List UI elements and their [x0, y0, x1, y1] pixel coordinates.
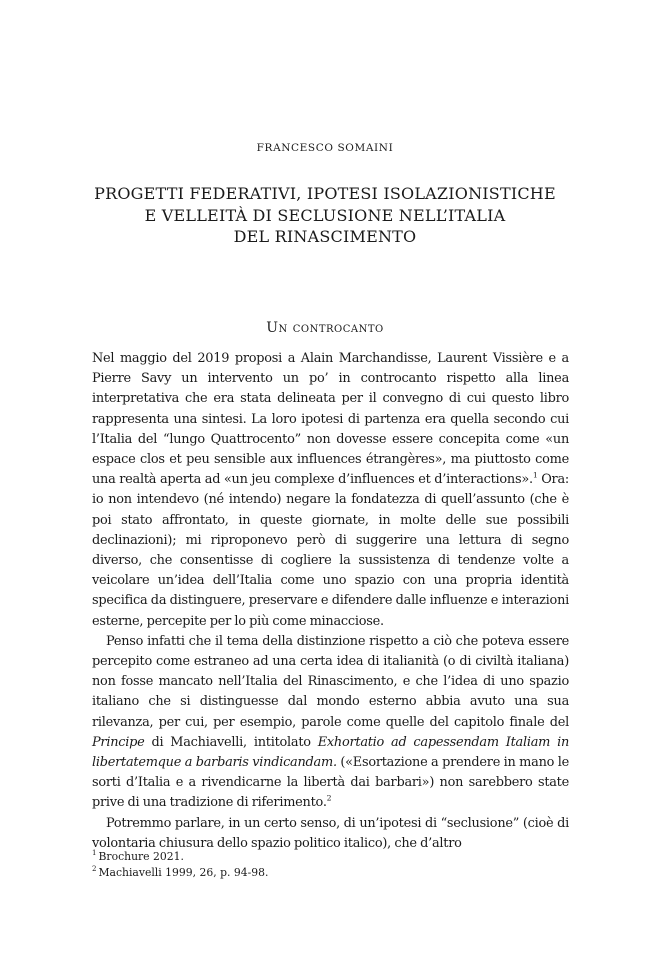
paragraph: Potremmo parlare, in un certo senso, di un’ipotesi di “seclusione” (cioè di volontaria chiusura dello spazio politico italico), che d’altro: [92, 815, 569, 851]
footnote-number: 2: [92, 864, 97, 874]
author-name: FRANCESCO SOMAINI: [256, 142, 394, 154]
footnotes: [92, 849, 569, 881]
footnote-number: 1: [92, 848, 97, 858]
paragraph: [92, 632, 569, 814]
text-run: («Esortazione a prendere in mano le sorti d’Italia e a rivendicarne la libertà dai barbari») non sarebbero state prive di una tradizione di riferimento.: [92, 755, 569, 811]
italic-title: Principe: [92, 734, 145, 750]
footnote-reference: 1: [532, 470, 538, 480]
body-text: [92, 349, 569, 854]
text-run: Ora: io non intendevo (né intendo) negare la fondatezza di quell’assunto (che è poi stato affrontato, in queste giornate, in molte delle sue possibili declinazioni); mi riproponevo però di suggerire una lettura di segno diverso, che consentisse di cogliere la sussistenza di tendenze volte a veicolare un’idea dell’Italia come uno spazio con una propria identità specifica da distinguere, preservare e difendere dalle influenze e interazioni esterne, percepite per lo più come minacciose.: [92, 472, 569, 629]
italic-quotation: Exhortatio ad capessendam Italiam in libertatemque a barbaris vindicandam.: [92, 734, 570, 771]
text-run: Penso infatti che il tema della distinzione rispetto a ciò che poteva essere percepito come estraneo ad una certa idea di italianità (o di civiltà italiana) non fosse mancato nell’Italia del Rinascimento, e che l’idea di uno spazio italiano che si distinguesse dal mondo esterno abbia avuto una sua rilevanza, per cui, per esempio, parole come quelle del capitolo finale del: [92, 633, 569, 730]
footnote-text: Brochure 2021.: [98, 850, 184, 863]
text-run: Nel maggio del 2019 proposi a Alain Marchandisse, Laurent Vissière e a Pierre Savy un intervento un po’ in controcanto rispetto alla linea interpretativa che era stata delineata per il convegno di cui questo libro rappresenta una sintesi. La loro ipotesi di partenza era quella secondo cui l’Italia del “lungo Quattrocento” non dovesse essere concepita come «un espace clos et peu sensible aux influences étrangères», ma piuttosto come una realtà aperta ad «un jeu complexe d’influences et d’interactions».: [92, 351, 569, 488]
text-run: di Machiavelli, intitolato: [144, 734, 318, 750]
title-line: DEL RINASCIMENTO: [233, 227, 417, 246]
chapter-title: [60, 183, 590, 248]
paragraph: [92, 349, 569, 632]
title-line: PROGETTI FEDERATIVI, IPOTESI ISOLAZIONISTICHE: [94, 184, 556, 203]
footnote-reference: 2: [326, 794, 332, 804]
footnote-text: Machiavelli 1999, 26, p. 94-98.: [98, 866, 269, 879]
footnote: [92, 865, 569, 881]
footnote: [92, 849, 569, 865]
title-line: E VELLEITÀ DI SECLUSIONE NELL’ITALIA: [144, 205, 506, 225]
section-heading: Un controcanto: [266, 320, 384, 336]
